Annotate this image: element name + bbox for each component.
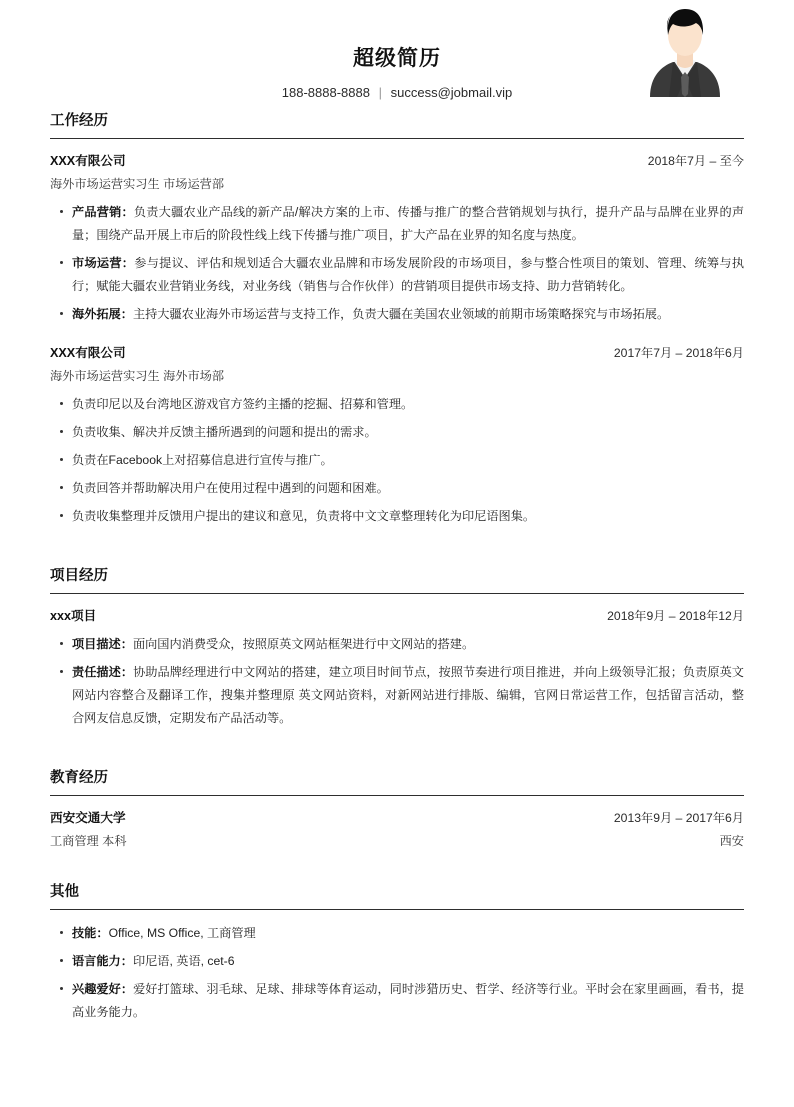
section-spacer: [50, 855, 744, 875]
company-name: XXX有限公司: [50, 154, 126, 168]
list-item: [50, 449, 744, 472]
project-entry-head: [50, 606, 744, 626]
male-avatar-illustration-icon: [644, 2, 726, 97]
bullet-text: 主持大疆农业海外市场运营与支持工作，负责大疆在美国农业领域的前期市场策略探究与市场拓展。: [132, 307, 670, 321]
section-spacer: [50, 533, 744, 559]
bullet-text: 负责收集、解决并反馈主播所遇到的问题和提出的需求。: [72, 425, 377, 439]
work-entry: [50, 343, 744, 528]
section-title-other: 其他: [50, 884, 79, 900]
list-item: [50, 922, 744, 945]
phone-text: 188-8888-8888: [281, 85, 370, 100]
bullet-text: 负责大疆农业产品线的新产品/解决方案的上市、传播与推广的整合营销规划与执行，提升产品与品牌在业界的声量；围绕产品开展上市后的阶段性线上线下传播与推广项目，扩大产品在业界的知名度与热度。: [72, 205, 745, 242]
work-bullet-list: [50, 201, 744, 326]
section-divider: [50, 909, 744, 910]
bullet-text: 负责在Facebook上对招募信息进行宣传与推广。: [72, 453, 333, 467]
bullet-label: 兴趣爱好：: [72, 982, 134, 996]
work-bullet-list: [50, 393, 744, 528]
bullet-label: 产品营销：: [72, 205, 134, 219]
bullet-text: 印尼语, 英语, cet-6: [132, 954, 235, 968]
bullet-label: 市场运营：: [72, 256, 135, 270]
contact-separator: |: [378, 85, 382, 100]
list-item: [50, 421, 744, 444]
education-entry-head: [50, 808, 744, 828]
job-role: 海外市场运营实习生 市场运营部: [50, 177, 225, 191]
bullet-text: 负责回答并帮助解决用户在使用过程中遇到的问题和困难。: [72, 481, 389, 495]
section-divider: [50, 593, 744, 594]
project-name: xxx项目: [50, 609, 97, 623]
section-divider: [50, 138, 744, 139]
list-item: [50, 201, 744, 247]
page-title: 超级简历: [353, 47, 441, 70]
section-spacer: [50, 735, 744, 761]
bullet-text: 负责印尼以及台湾地区游戏官方签约主播的挖掘、招募和管理。: [72, 397, 414, 411]
bullet-text: Office, MS Office, 工商管理: [108, 926, 256, 940]
bullet-label: 责任描述：: [72, 665, 134, 679]
project-entry: [50, 606, 744, 730]
section-title-project: 项目经历: [50, 568, 108, 584]
work-entry-head: [50, 343, 744, 363]
contact-line: [50, 83, 744, 103]
job-role: 海外市场运营实习生 海外市场部: [50, 369, 225, 383]
education-entry-sub: [50, 831, 744, 851]
bullet-label: 技能：: [72, 926, 109, 940]
list-item: [50, 661, 744, 730]
list-item: [50, 950, 744, 973]
section-work-experience: [50, 110, 744, 528]
list-item: [50, 393, 744, 416]
work-entry-head: [50, 151, 744, 171]
education-location: 西安: [719, 834, 744, 848]
education-entry: [50, 808, 744, 851]
bullet-label: 语言能力：: [72, 954, 133, 968]
section-divider: [50, 795, 744, 796]
bullet-text: 爱好打篮球、羽毛球、足球、排球等体育运动，同时涉猎历史、哲学、经济等行业。平时会在家里画画，看书，提高业务能力。: [72, 982, 744, 1019]
list-item: [50, 978, 744, 1024]
other-bullet-list: [50, 922, 744, 1024]
bullet-text: 参与提议、评估和规划适合大疆农业品牌和市场发展阶段的市场项目，参与整合性项目的策划、管理、统筹与执行；赋能大疆农业营销业务线，对业务线（销售与合作伙伴）的营销项目提供市场支持、助力营销转化。: [72, 256, 745, 293]
avatar: [644, 2, 726, 97]
work-date-range: 2017年7月 – 2018年6月: [613, 346, 744, 360]
list-item: [50, 303, 744, 326]
company-name: XXX有限公司: [50, 346, 126, 360]
section-title-work: 工作经历: [50, 113, 108, 129]
section-title-education: 教育经历: [50, 770, 108, 786]
bullet-text: 协助品牌经理进行中文网站的搭建，建立项目时间节点，按照节奏进行项目推进，并向上级领导汇报；负责原英文网站内容整合及翻译工作，搜集并整理原 英文网站资料，对新网站进行排版、编辑，官网日常运营工作，包括留言活动，整合网友信息反馈，定期发布产品活动等。: [72, 665, 744, 725]
work-date-range: 2018年7月 – 至今: [647, 154, 744, 168]
bullet-label: 海外拓展：: [72, 307, 133, 321]
section-project-experience: [50, 565, 744, 730]
email-text: success@jobmail.vip: [390, 85, 513, 100]
bullet-text: 负责收集整理并反馈用户提出的建议和意见，负责将中文文章整理转化为印尼语图集。: [72, 509, 536, 523]
education-date-range: 2013年9月 – 2017年6月: [613, 811, 744, 825]
project-bullet-list: [50, 633, 744, 730]
project-date-range: 2018年9月 – 2018年12月: [607, 609, 744, 623]
list-item: [50, 477, 744, 500]
work-entry-sub: [50, 366, 744, 386]
major-degree: 工商管理 本科: [50, 834, 127, 848]
entry-spacer: [50, 331, 744, 343]
work-entry-sub: [50, 174, 744, 194]
list-item: [50, 252, 744, 298]
section-education: [50, 767, 744, 851]
section-other: [50, 881, 744, 1024]
bullet-label: 项目描述：: [72, 637, 133, 651]
list-item: [50, 633, 744, 656]
school-name: 西安交通大学: [50, 811, 126, 825]
list-item: [50, 505, 744, 528]
resume-header: [50, 0, 744, 104]
bullet-text: 面向国内消费受众，按照原英文网站框架进行中文网站的搭建。: [132, 637, 475, 651]
work-entry: [50, 151, 744, 326]
